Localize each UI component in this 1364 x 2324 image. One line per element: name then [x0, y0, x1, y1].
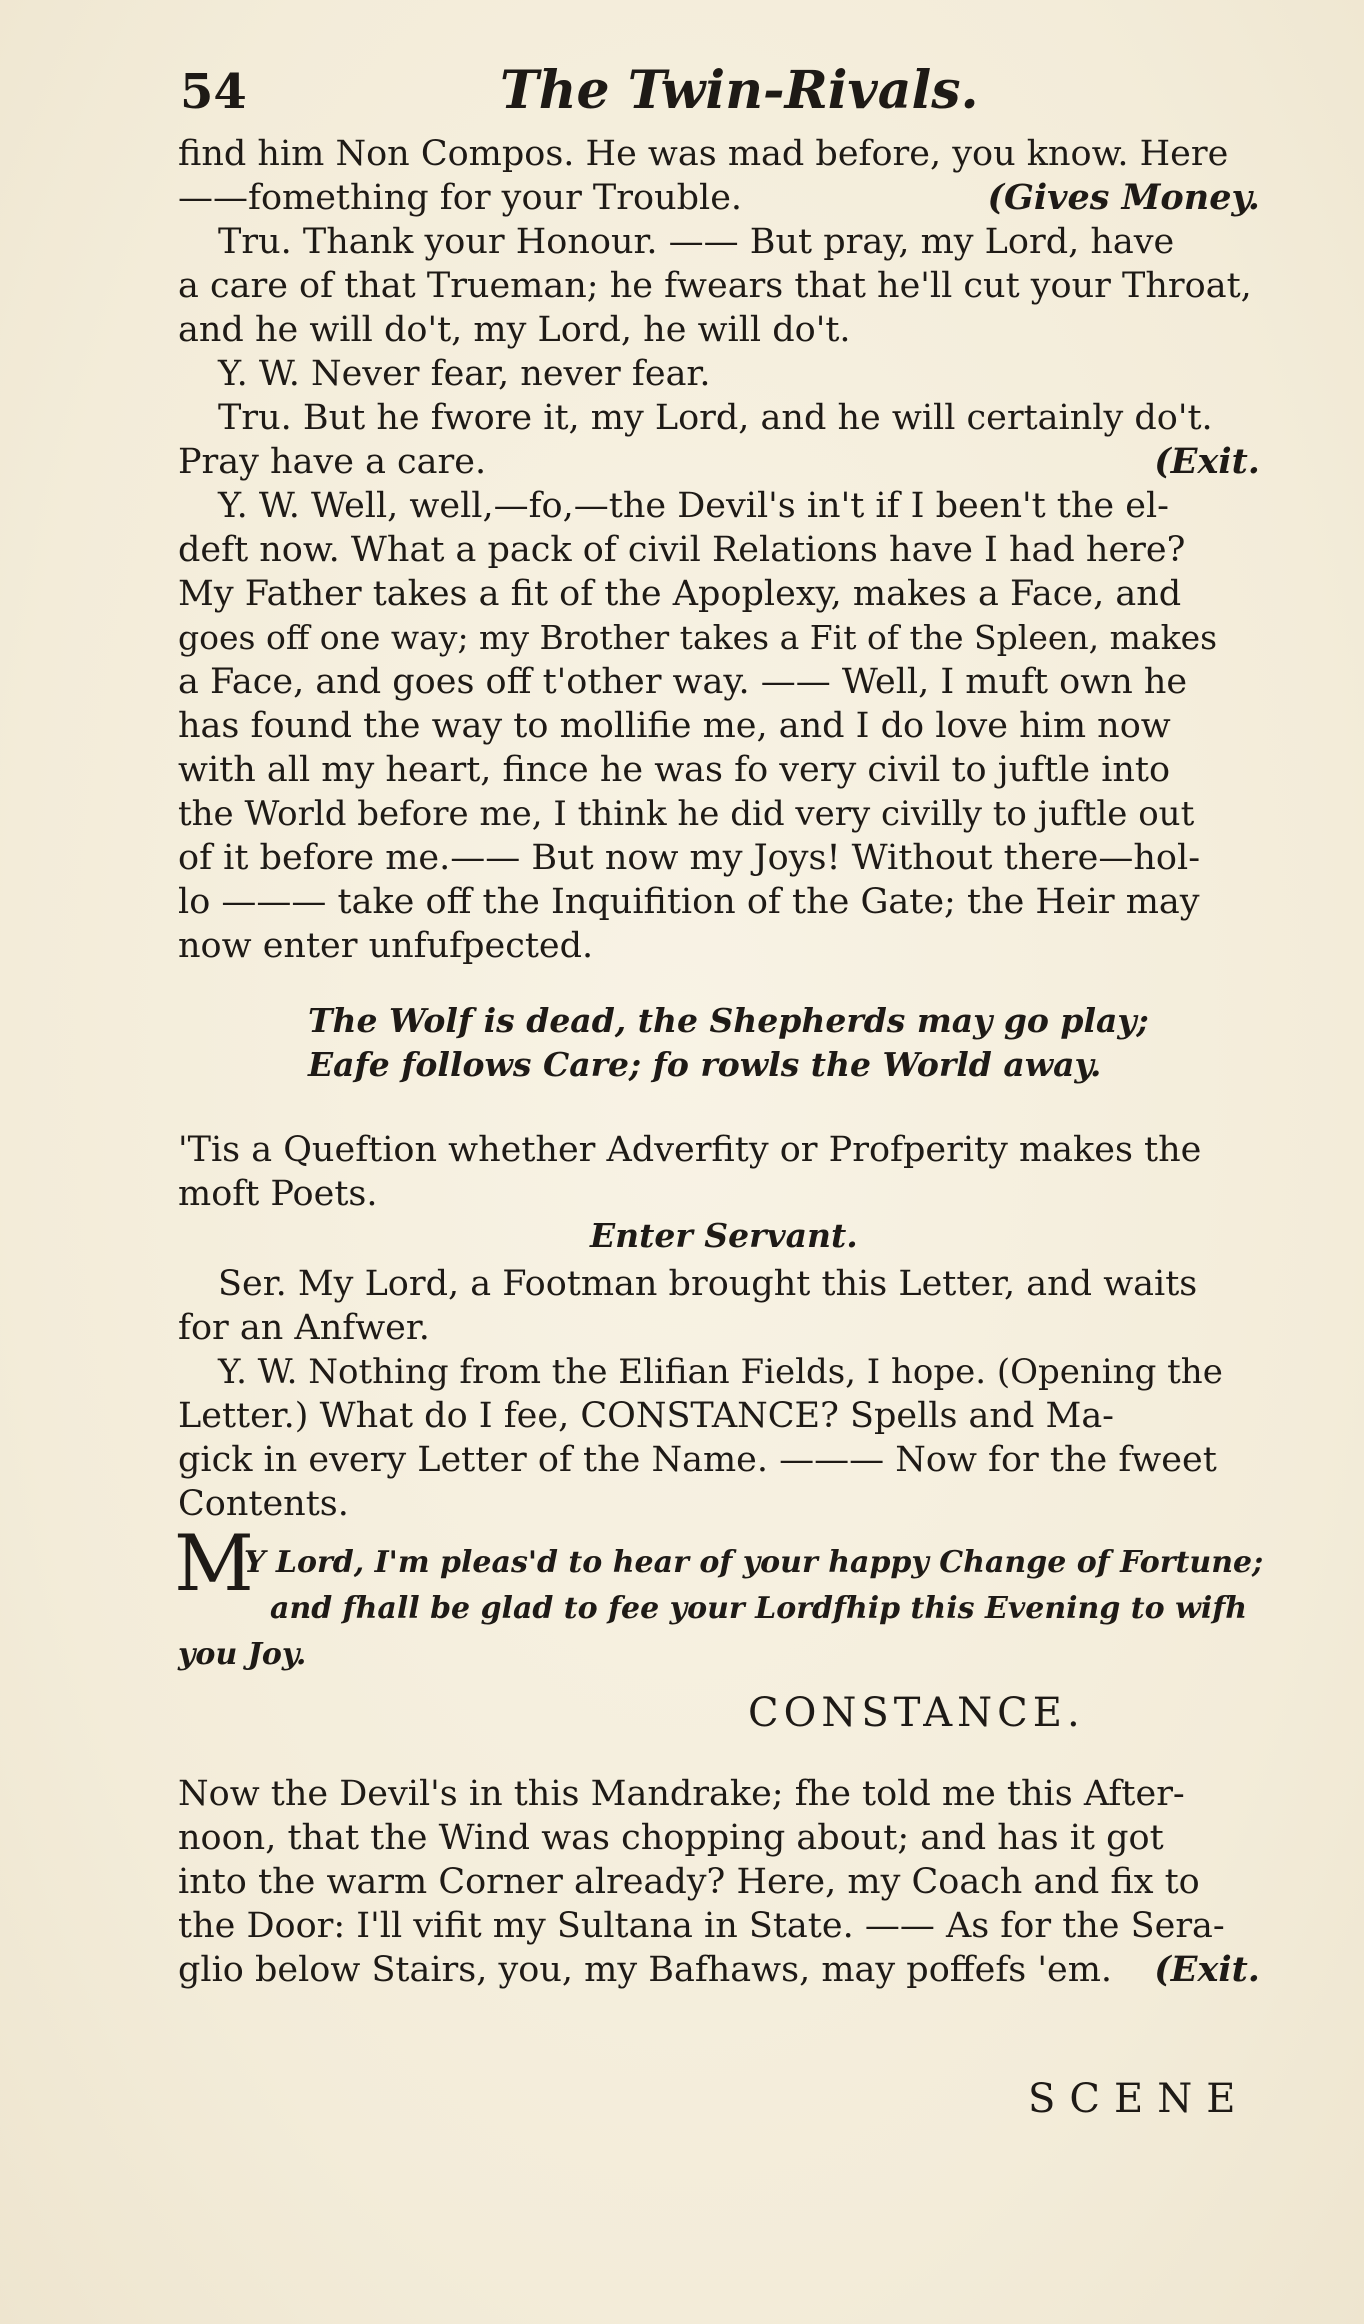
letter-line: Y Lord, I'm pleas'd to hear of your happy Change of Fortune; — [244, 1545, 1264, 1580]
text-line: 'Tis a Queftion whether Adverfity or Profperity makes the — [178, 1130, 1202, 1170]
catchword: SCENE — [1028, 2076, 1250, 2122]
text-line: My Father takes a fit of the Apoplexy, makes a Face, and — [178, 574, 1182, 614]
text-line: Contents. — [178, 1484, 349, 1524]
text-line: Tru. But he fwore it, my Lord, and he will certainly do't. — [218, 398, 1213, 438]
verse-line: The Wolf is dead, the Shepherds may go play; — [308, 1001, 1149, 1040]
text-line: deft now. What a pack of civil Relations have I had here? — [178, 530, 1186, 570]
text-line: into the warm Corner already? Here, my Coach and fix to — [178, 1862, 1200, 1902]
text-line: glio below Stairs, you, my Bafhaws, may poffefs 'em. (Exit. — [178, 1949, 1260, 1990]
text-line: of it before me.—— But now my Joys! Without there—hol- — [178, 838, 1201, 878]
letter-signature: CONSTANCE. — [748, 1690, 1085, 1736]
text-line: Y. W. Well, well,—fo,—the Devil's in't if I been't the el- — [218, 486, 1169, 526]
text-line: a care of that Trueman; he fwears that he'll cut your Throat, — [178, 266, 1252, 306]
text-line: the World before me, I think he did very civilly to juftle out — [178, 794, 1195, 834]
text-line: goes off one way; my Brother takes a Fit of the Spleen, makes — [178, 618, 1218, 657]
stage-direction: (Exit. — [1154, 1949, 1260, 1990]
text-line: find him Non Compos. He was mad before, you know. Here — [178, 134, 1229, 174]
text-line: Y. W. Never fear, never fear. — [218, 354, 711, 394]
text-line: for an Anfwer. — [178, 1308, 430, 1348]
stage-direction: (Exit. — [1154, 441, 1260, 482]
text-line: Pray have a care. (Exit. — [178, 441, 1260, 482]
text-line: Ser. My Lord, a Footman brought this Letter, and waits — [218, 1264, 1198, 1304]
text-line: gick in every Letter of the Name. ——— Now for the fweet — [178, 1440, 1217, 1480]
text-line: ——fomething for your Trouble. (Gives Money. — [178, 177, 1260, 218]
text-line: noon, that the Wind was chopping about; and has it got — [178, 1818, 1164, 1858]
text-line: Now the Devil's in this Mandrake; fhe told me this After- — [178, 1774, 1185, 1814]
drop-cap: M — [174, 1519, 254, 1609]
text-line: moft Poets. — [178, 1174, 378, 1214]
letter-line: and fhall be glad to fee your Lordfhip this Evening to wifh — [270, 1591, 1248, 1626]
text-line: Y. W. Nothing from the Elifian Fields, I hope. (Opening the — [218, 1352, 1223, 1392]
text-line: and he will do't, my Lord, he will do't. — [178, 310, 851, 350]
text-line: has found the way to mollifie me, and I do love him now — [178, 706, 1171, 746]
running-title: The Twin-Rivals. — [500, 60, 979, 121]
stage-direction: (Gives Money. — [987, 177, 1260, 218]
text-line: now enter unfufpected. — [178, 926, 594, 966]
stage-direction: Enter Servant. — [590, 1216, 858, 1255]
text-line: the Door: I'll vifit my Sultana in State. —— As for the Sera- — [178, 1906, 1225, 1946]
letter-line: you Joy. — [178, 1637, 307, 1672]
text-line: Letter.) What do I fee, CONSTANCE? Spells and Ma- — [178, 1396, 1115, 1436]
verse-line: Eafe follows Care; fo rowls the World away. — [308, 1045, 1102, 1084]
text-line: a Face, and goes off t'other way. —— Well, I muft own he — [178, 662, 1188, 702]
text-line: Tru. Thank your Honour. —— But pray, my Lord, have — [218, 222, 1175, 262]
text-line: lo ——— take off the Inquifition of the Gate; the Heir may — [178, 882, 1200, 922]
text-line: with all my heart, fince he was fo very civil to juftle into — [178, 750, 1171, 790]
page-number: 54 — [180, 64, 247, 120]
running-header — [180, 60, 1260, 130]
